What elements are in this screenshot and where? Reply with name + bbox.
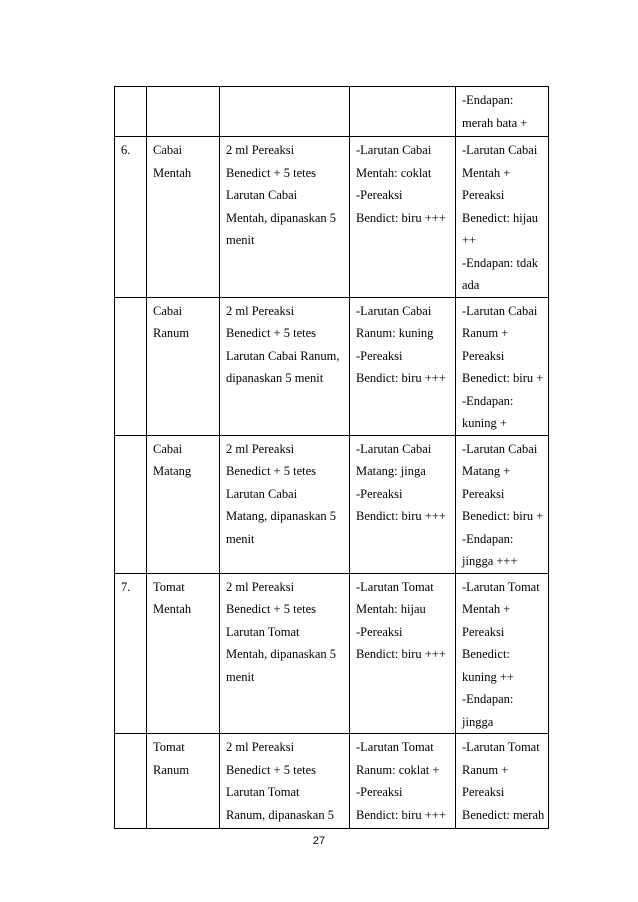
cell-number <box>115 573 147 734</box>
cell-line: Pereaksi <box>462 785 505 799</box>
cell-line: Benedict: biru + <box>462 509 544 523</box>
cell-line: -Endapan: <box>462 531 514 546</box>
cell-line: -Larutan Cabai <box>462 143 538 157</box>
cell-line: Mentah: hijau <box>356 602 426 616</box>
cell-line: Larutan Cabai <box>226 486 298 501</box>
cell-line: Pereaksi <box>462 486 505 501</box>
cell-line: Larutan Tomat <box>226 624 300 639</box>
cell-line: Matang <box>153 464 192 478</box>
cell-line: -Larutan Tomat <box>462 579 540 594</box>
cell-sample <box>147 87 220 137</box>
table-row <box>115 137 549 298</box>
cell-number <box>115 137 147 298</box>
cell-line: Ranum <box>153 762 190 777</box>
cell-line: 2 ml Pereaksi <box>226 441 295 456</box>
cell-after <box>456 87 549 137</box>
cell-line: Benedict: biru + <box>462 371 544 385</box>
cell-line: ada <box>462 278 480 292</box>
cell-line: -Larutan Tomat <box>356 579 434 594</box>
cell-treatment <box>220 137 350 298</box>
cell-line: Matang + <box>462 464 511 478</box>
cell-line: Benedict: merah <box>462 807 545 822</box>
cell-line: Benedict + 5 tetes <box>226 165 317 180</box>
cell-line: Ranum: kuning <box>356 326 434 340</box>
cell-treatment <box>220 573 350 734</box>
table-body <box>115 87 549 829</box>
cell-after <box>456 573 549 734</box>
cell-line: Ranum: coklat + <box>356 762 440 777</box>
cell-after <box>456 734 549 829</box>
cell-line: Larutan Cabai Ranum, <box>226 348 340 363</box>
cell-sample <box>147 573 220 734</box>
cell-line: Bendict: biru +++ <box>356 210 446 225</box>
cell-line: Ranum + <box>462 326 509 340</box>
cell-line: Larutan Tomat <box>226 785 300 799</box>
cell-line: -Pereaksi <box>356 348 403 363</box>
cell-number <box>115 87 147 137</box>
cell-line: Bendict: biru +++ <box>356 371 446 385</box>
table-row <box>115 573 549 734</box>
cell-line: 7. <box>121 579 131 594</box>
cell-line: Cabai <box>153 303 183 318</box>
cell-line: Tomat <box>153 740 185 754</box>
cell-line: merah bata + <box>462 115 528 130</box>
cell-before <box>350 435 456 573</box>
cell-line: Ranum + <box>462 762 509 777</box>
cell-line: Cabai <box>153 441 183 456</box>
cell-line: 2 ml Pereaksi <box>226 579 295 594</box>
cell-line: 2 ml Pereaksi <box>226 303 295 318</box>
cell-line: -Pereaksi <box>356 785 403 799</box>
cell-line: -Larutan Cabai <box>356 143 432 157</box>
cell-sample <box>147 297 220 435</box>
cell-line: Benedict + 5 tetes <box>226 762 317 777</box>
cell-line: kuning + <box>462 416 507 430</box>
observation-table <box>114 86 549 829</box>
cell-line: Bendict: biru +++ <box>356 509 446 523</box>
cell-line: Mentah, dipanaskan 5 <box>226 210 337 225</box>
cell-line: Bendict: biru +++ <box>356 647 446 661</box>
cell-number <box>115 734 147 829</box>
cell-line: jingga <box>462 714 494 729</box>
cell-line: jingga +++ <box>462 554 518 568</box>
cell-line: ++ <box>462 233 477 247</box>
cell-sample <box>147 734 220 829</box>
table-row <box>115 734 549 829</box>
cell-line: dipanaskan 5 menit <box>226 371 324 385</box>
cell-treatment <box>220 734 350 829</box>
cell-line: 2 ml Pereaksi <box>226 143 295 157</box>
cell-before <box>350 573 456 734</box>
page-number: 27 <box>312 835 326 847</box>
cell-line: -Endapan: tdak <box>462 255 539 270</box>
cell-line: Pereaksi <box>462 348 505 363</box>
table-row <box>115 435 549 573</box>
cell-line: Ranum <box>153 326 190 340</box>
cell-line: Benedict: <box>462 647 510 661</box>
cell-treatment <box>220 87 350 137</box>
table-row <box>115 297 549 435</box>
cell-treatment <box>220 435 350 573</box>
cell-number <box>115 297 147 435</box>
cell-before <box>350 87 456 137</box>
cell-line: -Larutan Cabai <box>356 441 432 456</box>
cell-line: Benedict + 5 tetes <box>226 464 317 478</box>
cell-line: -Endapan: <box>462 692 514 706</box>
cell-line: -Larutan Tomat <box>462 740 540 754</box>
cell-line: -Larutan Cabai <box>462 303 538 318</box>
cell-line: Ranum, dipanaskan 5 <box>226 807 334 822</box>
cell-line: -Larutan Cabai <box>462 441 538 456</box>
cell-line: Matang, dipanaskan 5 <box>226 509 337 523</box>
table-row <box>115 87 549 137</box>
cell-line: Tomat <box>153 579 185 594</box>
cell-line: 6. <box>121 143 131 157</box>
cell-line: Benedict + 5 tetes <box>226 602 317 616</box>
cell-after <box>456 297 549 435</box>
cell-line: Pereaksi <box>462 624 505 639</box>
cell-line: kuning ++ <box>462 669 514 684</box>
cell-before <box>350 137 456 298</box>
cell-line: Mentah: coklat <box>356 165 432 180</box>
cell-before <box>350 297 456 435</box>
cell-line: Mentah <box>153 165 192 180</box>
cell-line: -Pereaksi <box>356 188 403 202</box>
cell-line: Mentah <box>153 602 192 616</box>
cell-line: -Pereaksi <box>356 624 403 639</box>
cell-after <box>456 137 549 298</box>
cell-sample <box>147 137 220 298</box>
cell-line: -Larutan Cabai <box>356 303 432 318</box>
cell-number <box>115 435 147 573</box>
cell-line: -Pereaksi <box>356 486 403 501</box>
cell-line: menit <box>226 669 255 684</box>
cell-before <box>350 734 456 829</box>
cell-treatment <box>220 297 350 435</box>
cell-line: Benedict + 5 tetes <box>226 326 317 340</box>
cell-after <box>456 435 549 573</box>
cell-line: Pereaksi <box>462 188 505 202</box>
cell-sample <box>147 435 220 573</box>
cell-line: Benedict: hijau <box>462 210 539 225</box>
cell-line: -Larutan Tomat <box>356 740 434 754</box>
cell-line: Larutan Cabai <box>226 188 298 202</box>
cell-line: menit <box>226 233 255 247</box>
cell-line: -Endapan: <box>462 93 514 107</box>
cell-line: Mentah + <box>462 602 511 616</box>
cell-line: Matang: jinga <box>356 464 426 478</box>
cell-line: menit <box>226 531 255 546</box>
cell-line: -Endapan: <box>462 393 514 408</box>
cell-line: Bendict: biru +++ <box>356 807 446 822</box>
cell-line: 2 ml Pereaksi <box>226 740 295 754</box>
cell-line: Mentah, dipanaskan 5 <box>226 647 337 661</box>
cell-line: Mentah + <box>462 165 511 180</box>
cell-line: Cabai <box>153 143 183 157</box>
